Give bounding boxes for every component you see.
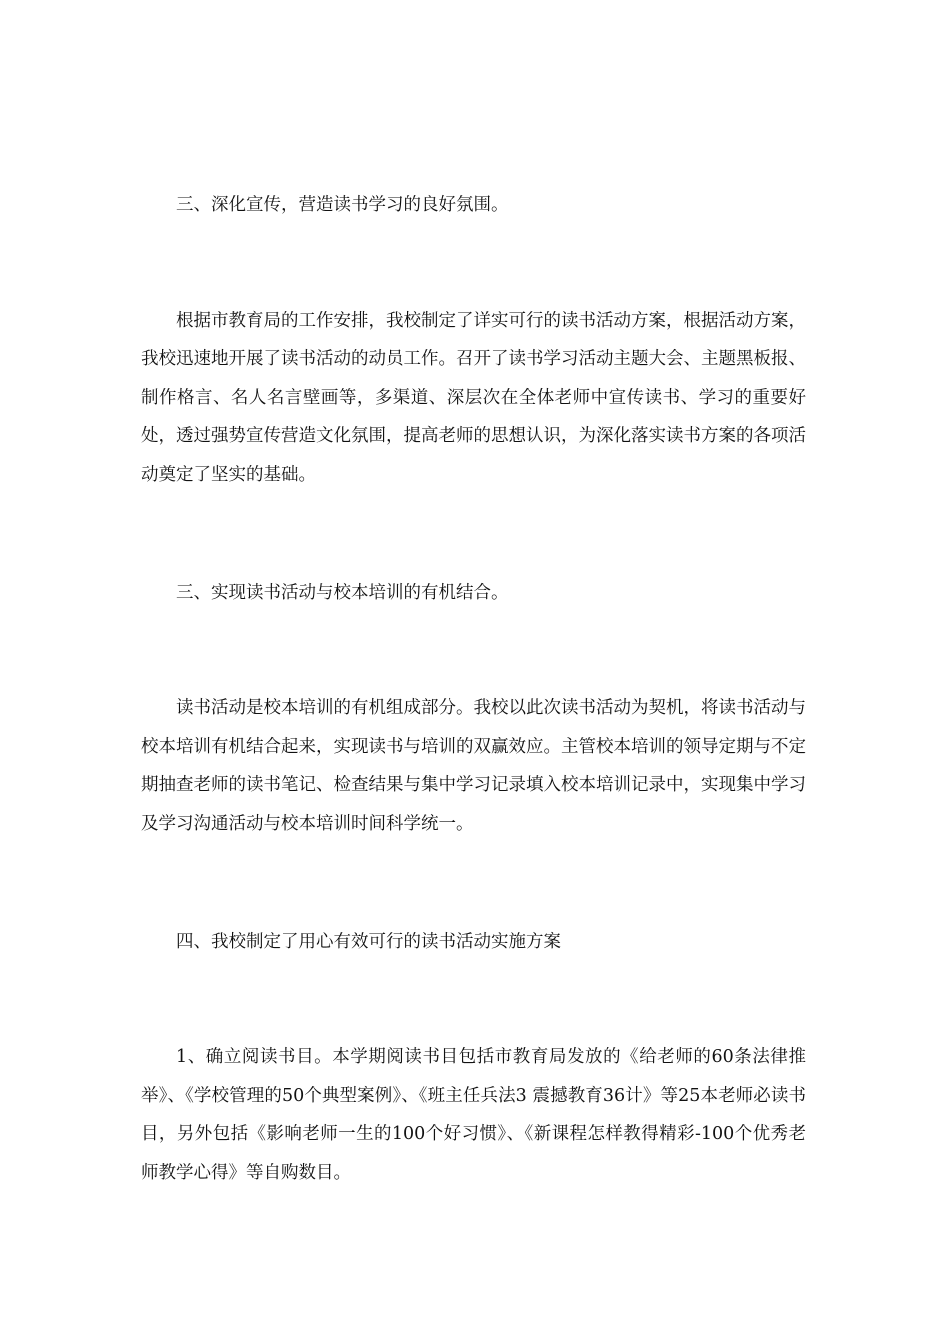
- section-paragraph-plan: 1、确立阅读书目。本学期阅读书目包括市教育局发放的《给老师的60条法律推举》、《学校管理的50个典型案例》、《班主任兵法3 震撼教育36计》等25本老师必读书目，另外包括《影响老师一生的100个好习惯》、《新课程怎样教得精彩-100个优秀老师教学心得》等自购数目。: [141, 1047, 806, 1183]
- section-heading-plan: 四、我校制定了用心有效可行的读书活动实施方案: [176, 931, 561, 952]
- section-paragraph-training: 读书活动是校本培训的有机组成部分。我校以此次读书活动为契机，将读书活动与校本培训有机结合起来，实现读书与培训的双赢效应。主管校本培训的领导定期与不定期抽查老师的读书笔记、检查结果与集中学习记录填入校本培训记录中，实现集中学习及学习沟通活动与校本培训时间科学统一。: [141, 698, 806, 834]
- section-heading-publicity: 三、深化宣传，营造读书学习的良好氛围。: [176, 195, 509, 215]
- document-body: [141, 186, 806, 1193]
- section-paragraph-publicity: 根据市教育局的工作安排，我校制定了详实可行的读书活动方案，根据活动方案，我校迅速地开展了读书活动的动员工作。召开了读书学习活动主题大会、主题黑板报、制作格言、名人名言壁画等，多渠道、深层次在全体老师中宣传读书、学习的重要好处，透过强势宣传营造文化氛围，提高老师的思想认识，为深化落实读书方案的各项活动奠定了坚实的基础。: [141, 310, 806, 485]
- section-heading-training: 三、实现读书活动与校本培训的有机结合。: [176, 582, 509, 603]
